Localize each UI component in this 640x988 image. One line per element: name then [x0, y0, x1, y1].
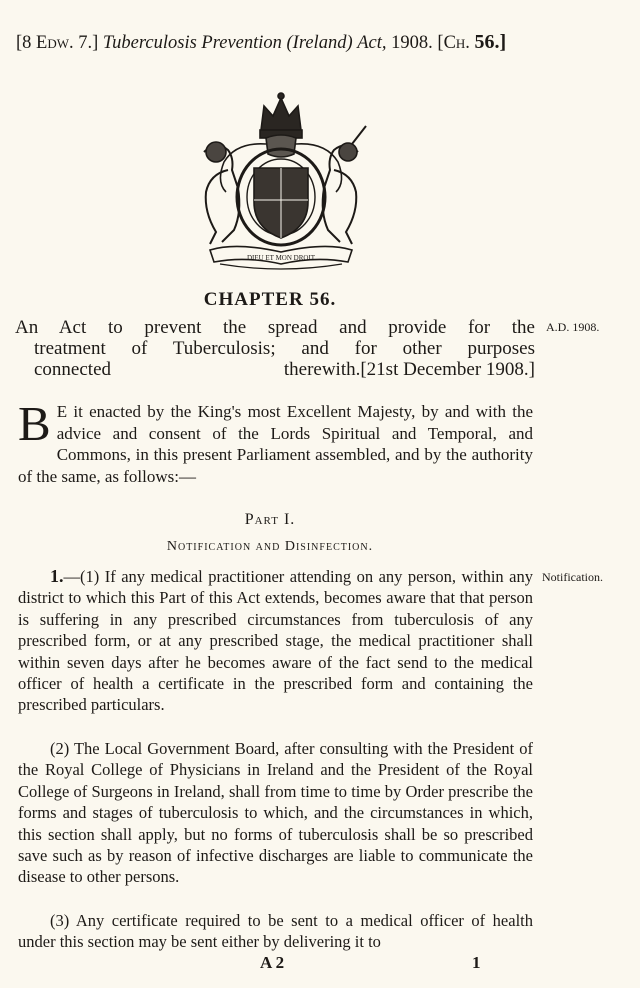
- section-1-text: —(1) If any medical practitioner attending on any person, within any district to which this Part of this Act extends, becomes aware that that person is suffering in any prescribed circumstances from tuberculosis of any prescribed form, or at any prescribed stage, the medical practitioner shall within seven days after he becomes aware of the fact send to the medical officer of health a certificate in the prescribed form and containing the prescribed particulars.: [18, 567, 533, 715]
- short-title: Tuberculosis Prevention: [102, 33, 282, 53]
- long-title-line-2: treatment of Tuberculosis; and for other purposes: [34, 338, 535, 359]
- section-heading: Notification and Disinfection.: [166, 539, 374, 554]
- enactment-date: [21st December 1908.]: [360, 359, 535, 380]
- jurisdiction: (Ireland): [286, 33, 353, 53]
- section-1-subsection-2: (2) The Local Government Board, after consulting with the President of the Royal College of Physicians in Ireland and the President of the Royal College of Surgeons in Ireland, shall from time to time by Order prescribe the forms and stages of tuberculosis to which, and the circumstances in which, this section shall apply, but no forms of tuberculosis shall be so prescribed save such as by reason of infective discharges are liable to communicate the disease to other persons.: [18, 739, 533, 887]
- part-heading: Part I.: [244, 511, 296, 528]
- section-1-subsection-1: [18, 566, 533, 716]
- chapter-ref-number: 56.]: [474, 31, 507, 53]
- section-1-subsection-3: (3) Any certificate required to be sent to a medical officer of health under this section may be sent either by delivering it to: [18, 911, 533, 952]
- margin-note-date: A.D. 1908.: [546, 320, 600, 334]
- drop-cap: B: [18, 396, 51, 451]
- enacting-formula: [18, 396, 533, 487]
- running-head: [16, 31, 536, 57]
- long-title-line-3-text: connected therewith.: [34, 359, 361, 380]
- enacting-text: E it enacted by the King's most Excellent Majesty, by and with the advice and consent of the Lords Spiritual and Temporal, and Commons, in this present Parliament assembled, and by the authority of the same, as follows:—: [18, 402, 533, 486]
- long-title-line-3: [15, 359, 535, 380]
- long-title: [15, 317, 535, 380]
- section-number: 1.: [50, 566, 64, 586]
- page-number: 1: [472, 953, 481, 972]
- margin-note-section: Notification.: [542, 570, 603, 584]
- chapter-ref-prefix: [Ch.: [437, 33, 470, 53]
- regnal-year: [8 Edw. 7.]: [16, 33, 99, 53]
- crest-motto: DIEU ET MON DROIT: [246, 254, 316, 262]
- signature-mark: A 2: [260, 953, 285, 972]
- act-year: 1908.: [391, 33, 433, 53]
- royal-coat-of-arms-icon: [176, 92, 386, 272]
- long-title-line-1: An Act to prevent the spread and provide for the: [15, 317, 535, 338]
- act-word: Act,: [357, 33, 387, 53]
- chapter-title: CHAPTER 56.: [203, 289, 337, 310]
